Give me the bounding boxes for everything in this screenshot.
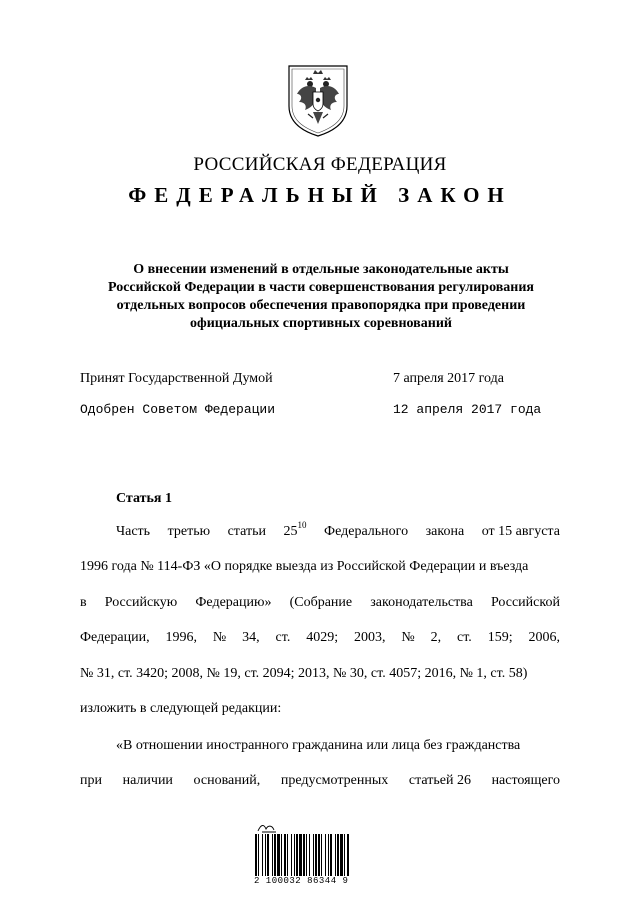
word: 4029; (306, 630, 339, 645)
law-title-line: отдельных вопросов обеспечения правопорядка при проведении (116, 298, 526, 313)
word: законодательства (370, 595, 473, 610)
approved-date: 12 апреля 2017 года (393, 402, 542, 417)
barcode-bar (344, 834, 345, 876)
word: в (80, 595, 87, 610)
article-text-line (80, 772, 560, 790)
word: предусмотренных (280, 773, 389, 788)
registration-mark-icon (256, 822, 280, 834)
barcode-bar (274, 834, 276, 876)
article-text-line (80, 629, 560, 647)
word: 2006, (528, 630, 560, 645)
word: настоящего (491, 773, 560, 788)
law-title-line: официальных спортивных соревнований (190, 316, 452, 331)
word: 159; (487, 630, 513, 645)
word: Часть (116, 524, 151, 539)
word: ст. (457, 630, 472, 645)
law-title-line: О внесении изменений в отдельные законодательные акты (133, 262, 509, 277)
word: ст. (275, 630, 291, 645)
barcode-bar (255, 834, 257, 876)
document-type-heading: ФЕДЕРАЛЬНЫЙ ЗАКОН (128, 183, 512, 207)
word: № (212, 630, 227, 645)
barcode-bar (328, 834, 329, 876)
barcode-bar (296, 834, 298, 876)
barcode-bar (265, 834, 266, 876)
barcode-bar (294, 834, 295, 876)
barcode-bar (325, 834, 326, 876)
barcode-bar (313, 834, 314, 876)
article-number-superscript: 10 (297, 520, 307, 530)
word: оснований, (193, 773, 261, 788)
article-text-line (116, 520, 560, 541)
article-heading: Статья 1 (116, 491, 172, 506)
barcode-bar (347, 834, 349, 876)
barcode-bar (267, 834, 269, 876)
article-number: 25 (283, 524, 298, 539)
article-text-line: изложить в следующей редакции: (80, 701, 282, 716)
coat-of-arms-emblem (283, 62, 353, 138)
barcode-bar (321, 834, 322, 876)
barcode-bar (291, 834, 292, 876)
adopted-by-duma-label: Принят Государственной Думой (80, 371, 273, 386)
word: Российской (490, 595, 560, 610)
word: 1996, (165, 630, 198, 645)
barcode-bar (258, 834, 259, 876)
barcode-bar (309, 834, 310, 876)
barcode-bar (281, 834, 282, 876)
word: Федерацию» (195, 595, 272, 610)
word: 2, (430, 630, 442, 645)
word: статьи (227, 524, 266, 539)
barcode-bar (299, 834, 302, 876)
article-text-line: № 31, ст. 3420; 2008, № 19, ст. 2094; 2013, № 30, ст. 4057; 2016, № 1, ст. 58) (80, 666, 528, 681)
word: закона (425, 524, 465, 539)
article-text-line: «В отношении иностранного гражданина или лица без гражданства (116, 738, 521, 753)
barcode-bar (340, 834, 343, 876)
barcode-number: 2 100032 86344 9 (254, 876, 349, 886)
barcode-bar (277, 834, 280, 876)
word: третью (167, 524, 211, 539)
word: Российскую (104, 595, 178, 610)
article-text-line: 1996 года № 114-ФЗ «О порядке выезда из Российской Федерации и въезда (80, 559, 529, 574)
word: № (401, 630, 415, 645)
barcode-bar (318, 834, 320, 876)
adopted-date: 7 апреля 2017 года (393, 371, 504, 386)
barcode-bar (287, 834, 288, 876)
approved-by-council-label: Одобрен Советом Федерации (80, 402, 276, 417)
word (283, 520, 307, 541)
barcode-bar (315, 834, 317, 876)
barcode-bar (337, 834, 339, 876)
word: (Собрание (289, 595, 353, 610)
word: 34, (242, 630, 260, 645)
country-heading: РОССИЙСКАЯ ФЕДЕРАЦИЯ (193, 154, 447, 175)
law-title-line: Российской Федерации в части совершенствования регулирования (107, 280, 534, 295)
word: Федерации, (80, 630, 150, 645)
law-title (60, 261, 582, 333)
word: наличии (122, 773, 173, 788)
word: 2003, (354, 630, 386, 645)
barcode-bar (330, 834, 332, 876)
word: при (80, 773, 102, 788)
word: от 15 августа (481, 524, 560, 539)
barcode-bar (272, 834, 273, 876)
word: статьей 26 (408, 773, 471, 788)
barcode-bar (306, 834, 307, 876)
barcode-bar (335, 834, 336, 876)
barcode (254, 834, 350, 876)
article-text-line (80, 594, 560, 612)
barcode-bar (284, 834, 286, 876)
barcode-bar (303, 834, 305, 876)
word: Федерального (324, 524, 409, 539)
barcode-bar (262, 834, 263, 876)
